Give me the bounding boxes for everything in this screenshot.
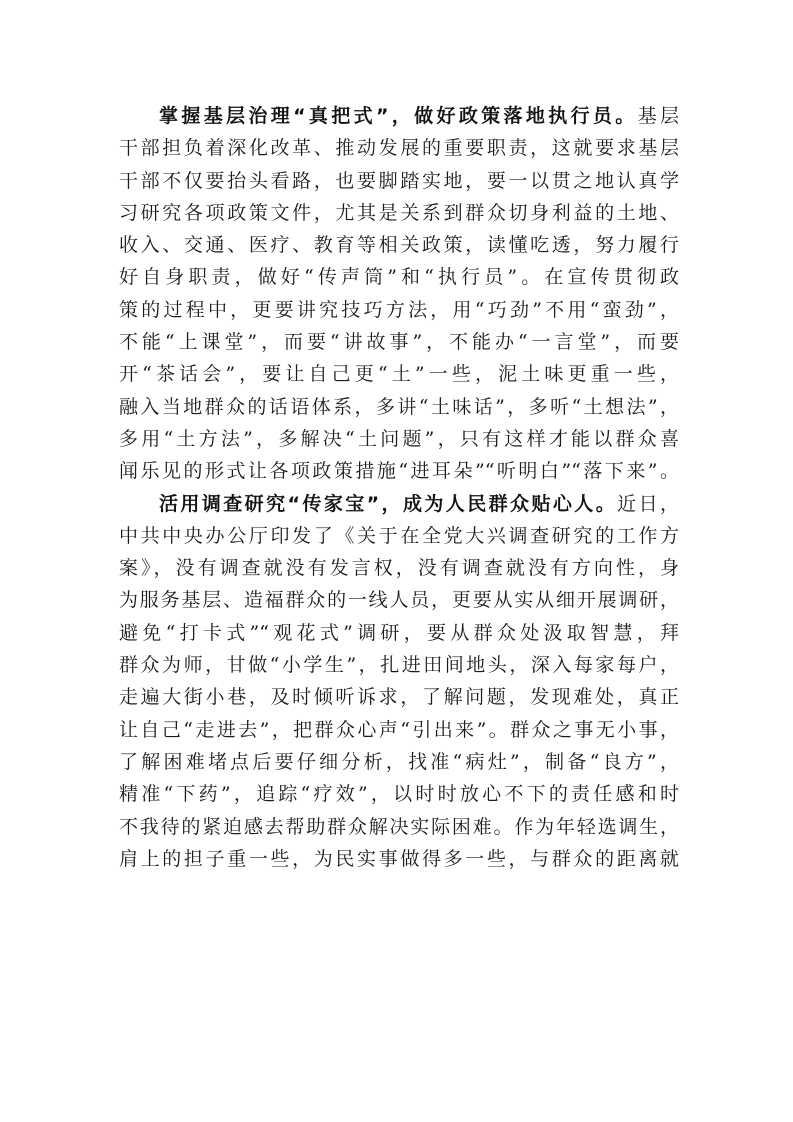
text-line: 干部担负着深化改革、推动发展的重要职责，这就要求基层: [119, 137, 679, 160]
text-line: 闻乐见的形式让各项政策措施“进耳朵”“听明白”“落下来”。: [119, 460, 679, 483]
paragraph-1-first-line-rest: 基层: [637, 105, 679, 127]
text-line: 习研究各项政策文件，尤其是关系到群众切身利益的土地、: [119, 201, 679, 224]
text-line: 肩上的担子重一些，为民实事做得多一些，与群众的距离就: [119, 847, 679, 870]
text-line: 群众为师，甘做“小学生”，扎进田间地头，深入每家每户，: [119, 654, 679, 677]
text-line: 干部不仅要抬头看路，也要脚踏实地，要一以贯之地认真学: [119, 169, 679, 192]
text-line: 不我待的紧迫感去帮助群众解决实际困难。作为年轻选调生，: [119, 815, 679, 838]
text-line: 走遍大街小巷，及时倾听诉求，了解问题，发现难处，真正: [119, 686, 679, 709]
text-line: 开“茶话会”，要让自己更“土”一些，泥土味更重一些，: [119, 363, 679, 386]
paragraph-1-first-line: [119, 100, 679, 132]
paragraph-1-heading: 掌握基层治理“真把式”，做好政策落地执行员。: [159, 105, 638, 127]
text-line: 中共中央办公厅印发了《关于在全党大兴调查研究的工作方: [119, 524, 679, 547]
text-line: 精准“下药”，追踪“疗效”，以时时放心不下的责任感和时: [119, 783, 679, 806]
text-line: 不能“上课堂”，而要“讲故事”，不能办“一言堂”，而要: [119, 331, 679, 354]
text-line: 多用“土方法”，多解决“土问题”，只有这样才能以群众喜: [119, 427, 679, 450]
paragraph-2-heading: 活用调查研究“传家宝”，成为人民群众贴心人。: [159, 492, 618, 515]
text-line: 好自身职责，做好“传声筒”和“执行员”。在宣传贯彻政: [119, 266, 679, 289]
text-line: 为服务基层、造福群众的一线人员，更要从实从细开展调研，: [119, 589, 679, 612]
paragraph-2-first-line-rest: 近日，: [617, 492, 679, 515]
paragraph-2-first-line: [119, 488, 679, 520]
text-line: 避免“打卡式”“观花式”调研，要从群众处汲取智慧，拜: [119, 621, 679, 644]
body-text: [119, 100, 679, 875]
text-line: 了解困难堵点后要仔细分析，找准“病灶”，制备“良方”，: [119, 750, 679, 773]
text-line: 案》，没有调查就没有发言权，没有调查就没有方向性，身: [119, 557, 679, 580]
text-line: 策的过程中，更要讲究技巧方法，用“巧劲”不用“蛮劲”，: [119, 298, 679, 321]
text-line: 让自己“走进去”，把群众心声“引出来”。群众之事无小事，: [119, 718, 679, 741]
text-line: 收入、交通、医疗、教育等相关政策，读懂吃透，努力履行: [119, 234, 679, 257]
text-line: 融入当地群众的话语体系，多讲“土味话”，多听“土想法”，: [119, 395, 679, 418]
